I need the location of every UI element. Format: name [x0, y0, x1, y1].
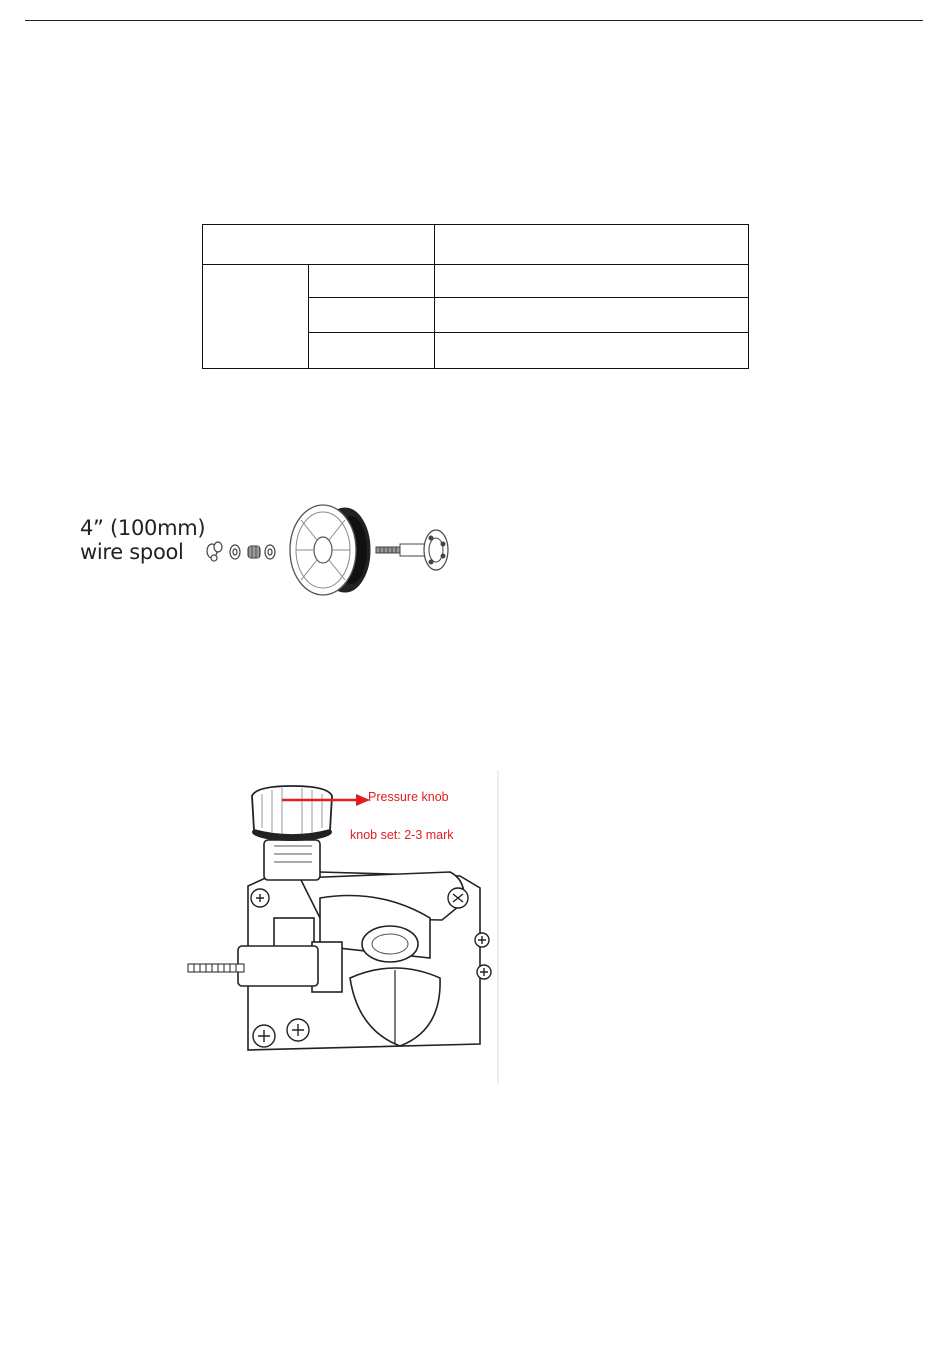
wire-feeder-illustration — [180, 768, 500, 1086]
spring-icon — [248, 546, 260, 558]
table-row — [203, 265, 749, 298]
header-rule — [25, 20, 923, 21]
table-cell — [309, 298, 435, 333]
wire-spool-illustration — [200, 500, 460, 600]
table-row — [203, 225, 749, 265]
table-cell — [435, 225, 749, 265]
spindle-bolt-icon — [188, 964, 244, 972]
wing-nut-icon — [207, 542, 222, 561]
spool-size-label — [80, 516, 205, 564]
washer-icon — [230, 545, 240, 559]
pressure-knob-label: Pressure knob — [368, 790, 449, 804]
table-cell — [203, 265, 309, 369]
feeder-body — [238, 872, 480, 1050]
table-cell — [203, 225, 435, 265]
spec-table — [202, 224, 749, 369]
spool-icon — [290, 505, 370, 595]
table-cell — [435, 333, 749, 369]
spindle-bolt-icon — [376, 530, 448, 570]
table-cell — [435, 298, 749, 333]
table-cell — [309, 333, 435, 369]
washer-icon — [265, 545, 275, 559]
table-cell — [435, 265, 749, 298]
table-cell — [309, 265, 435, 298]
knob-setting-label: knob set: 2-3 mark — [350, 828, 454, 842]
spool-type-text: wire spool — [80, 540, 184, 564]
spool-size-text: 4” (100mm) — [80, 516, 206, 540]
